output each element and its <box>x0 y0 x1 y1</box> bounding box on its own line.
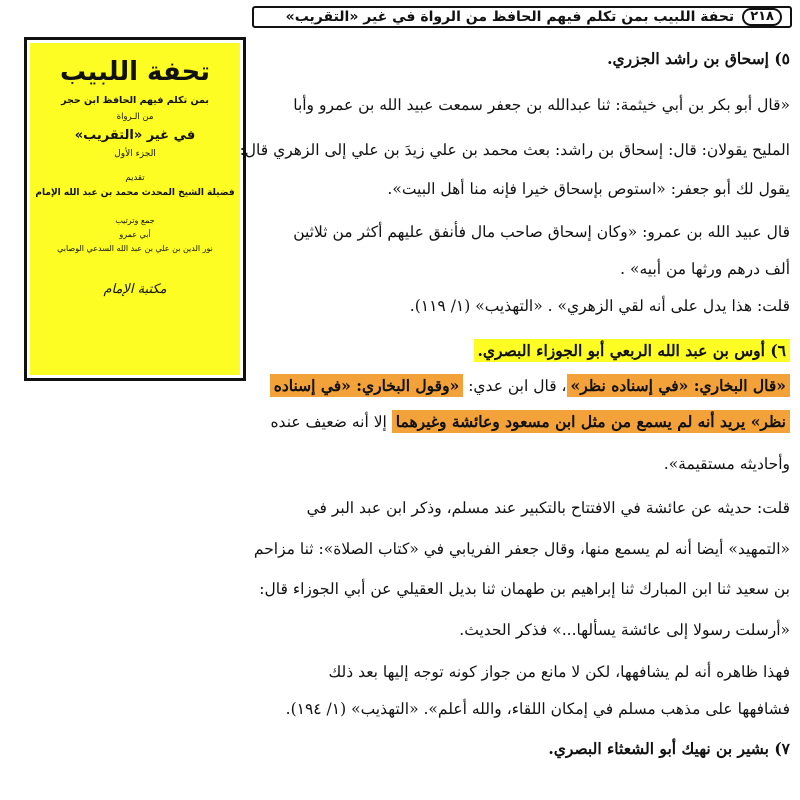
cover-author-2: نور الدين بن علي بن عبد الله السدعي الوصابي <box>57 244 213 253</box>
cover-intro-label: تقديم <box>125 173 145 183</box>
entry-7-heading: ٧) بشير بن نهيك أبو الشعثاء البصري. <box>548 739 790 758</box>
highlight-bukhari-quote: «قال البخاري: «في إسناده نظر» <box>567 374 790 397</box>
text-line: بن سعيد ثنا ابن المبارك ثنا إبراهيم بن طهمان ثنا بديل العقيلي عن أبي الجوزاء قال: <box>259 580 790 598</box>
text-segment: إلا أنه ضعيف عنده <box>270 413 387 431</box>
running-header <box>252 6 792 28</box>
text-segment: ، قال ابن عدي: <box>468 377 567 395</box>
cover-subtitle-2: من الـرواة <box>116 112 154 122</box>
text-line: قال عبيد الله بن عمرو: «وكان إسحاق صاحب مال فأنفق عليهم أكثر من ثلاثين <box>293 223 790 241</box>
cover-part: الجزء الأول <box>114 149 156 159</box>
text-line: «أرسلت رسولا إلى عائشة يسألها...» فذكر الحديث. <box>459 621 790 639</box>
book-cover <box>24 37 246 381</box>
cover-author-1: أبي عمرو <box>119 230 151 239</box>
text-line: ألف درهم ورثها من أبيه» . <box>620 260 790 278</box>
text-line: فهذا ظاهره أنه لم يشافهها، لكن لا مانع من جواز كونه توجه إليها بعد ذلك <box>328 663 790 681</box>
cover-panel <box>30 43 240 375</box>
entry-5-heading: ٥) إسحاق بن راشد الجزري. <box>607 49 790 68</box>
cover-compiled-label: جمع وترتيب <box>115 216 155 225</box>
entry-6-heading-line <box>258 341 800 361</box>
text-line <box>258 376 790 396</box>
entry-6-heading: ٦) أوس بن عبد الله الربعي أبو الجوزاء البصري. <box>474 339 790 362</box>
cover-intro-name: فضيلة الشيخ المحدث محمد بن عبد الله الإمام <box>35 188 235 198</box>
cover-subtitle-3: في غير «التقريب» <box>74 128 196 143</box>
text-line: فشافهها على مذهب مسلم في إمكان اللقاء، والله أعلم». «التهذيب» (١/ ١٩٤). <box>285 700 790 718</box>
text-line: يقول لك أبو جعفر: «استوص بإسحاق خيرا فإنه منا أهل البيت». <box>387 180 790 198</box>
publisher-logo: مكتبة الإمام <box>103 282 167 297</box>
cover-title: تحفة اللبيب <box>59 57 211 87</box>
text-line: قلت: هذا يدل على أنه لقي الزهري» . «التهذيب» (١/ ١١٩). <box>409 297 790 315</box>
highlight-bukhari-saying: «وقول البخاري: «في إسناده <box>270 374 464 397</box>
text-line: المليح يقولان: قال: إسحاق بن راشد: بعث محمد بن علي زيدَ بن علي إلى الزهري قال: <box>239 141 790 159</box>
text-line: قلت: حديثه عن عائشة في الافتتاح بالتكبير عند مسلم، وذكر ابن عبد البر في <box>306 499 790 517</box>
text-line: وأحاديثه مستقيمة». <box>663 455 790 473</box>
running-title: تحفة اللبيب بمن تكلم فيهم الحافظ من الرواة في غير «التقريب» <box>285 9 735 25</box>
highlight-ibn-adi-explanation: نظر» يريد أنه لم يسمع من مثل ابن مسعود وعائشة وغيرهما <box>392 410 790 433</box>
page-number: ٢١٨ <box>742 8 782 26</box>
text-line: «التمهيد» أيضا أنه لم يسمع منها، وقال جعفر الفريابي في «كتاب الصلاة»: ثنا مزاحم <box>253 540 790 558</box>
text-line: «قال أبو بكر بن أبي خيثمة: ثنا عبدالله بن جعفر سمعت عبيد الله بن عمرو وأبا <box>293 96 790 114</box>
text-line <box>258 412 790 432</box>
cover-subtitle-1: بمن تكلم فيهم الحافظ ابن حجر <box>61 95 209 106</box>
